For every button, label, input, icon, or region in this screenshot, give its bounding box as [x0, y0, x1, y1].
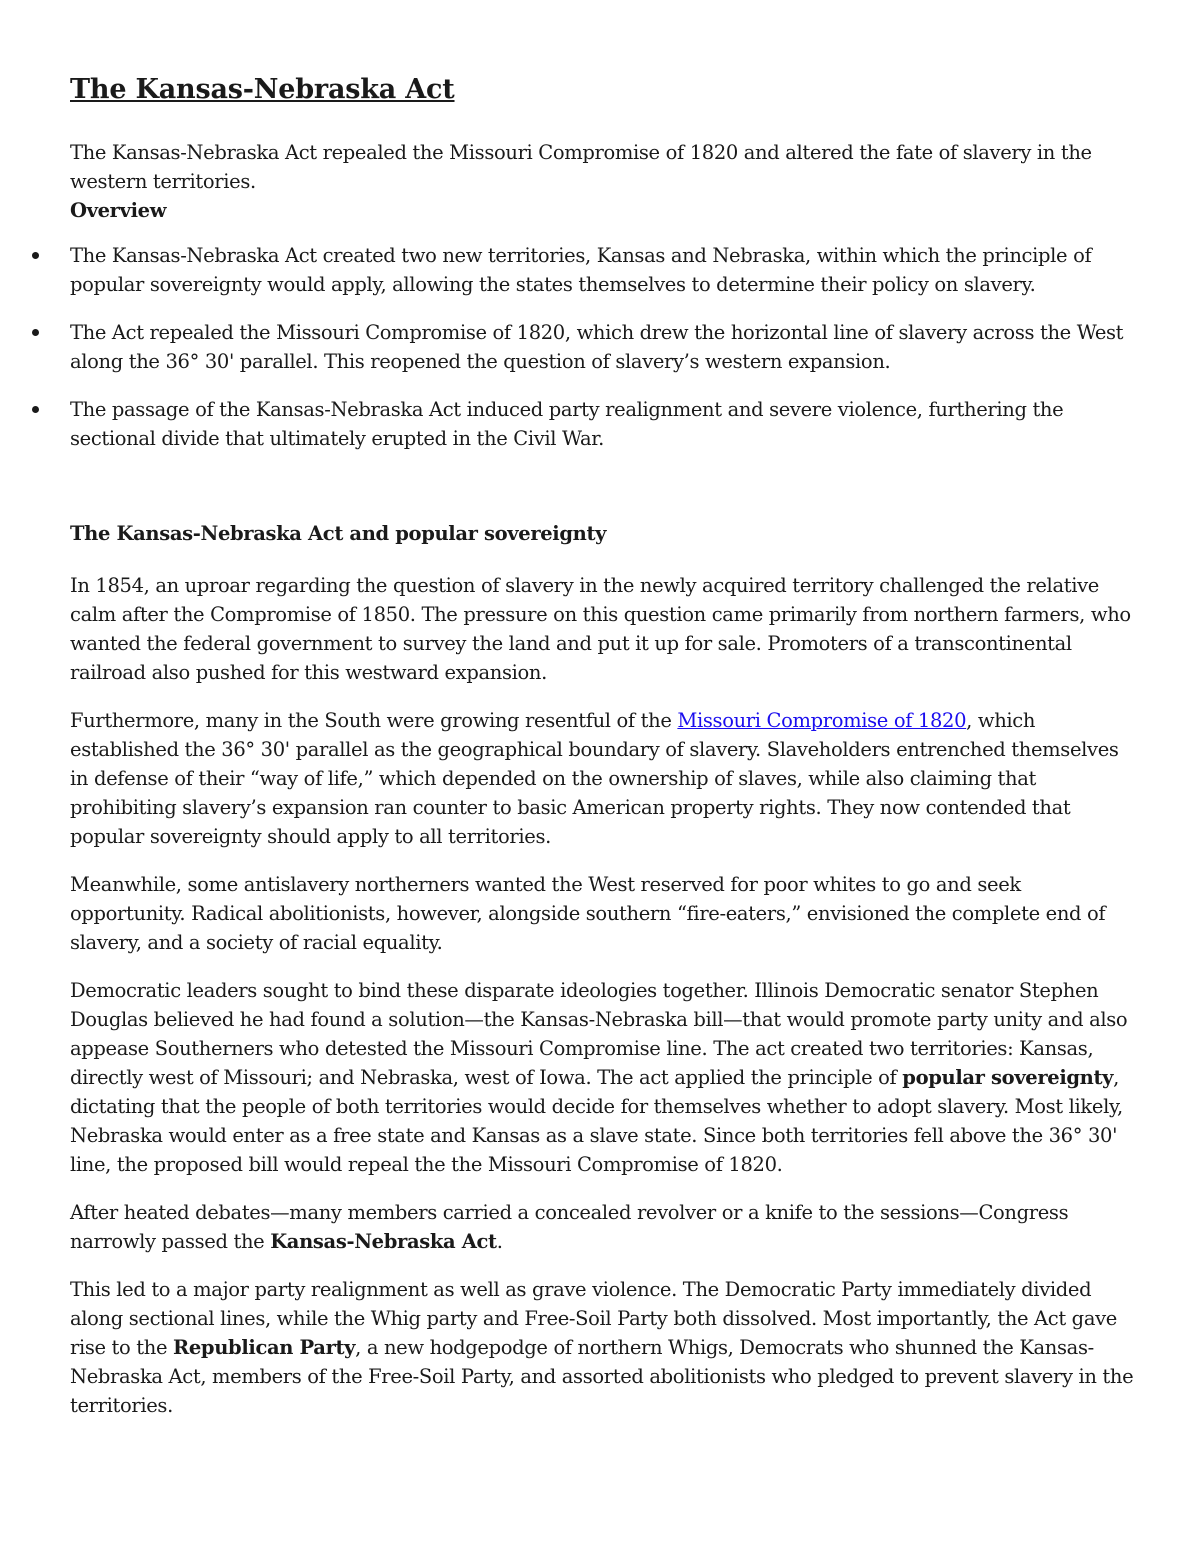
paragraph-2 [70, 706, 1140, 851]
list-item [70, 241, 1140, 299]
paragraph-6-text-before: This led to a major party realignment as well as grave violence. The Democratic Party immediately divided along sectional lines, while the Whig party and Free-Soil Party both dissolved. Most importantly, the Act gave rise to the [70, 1278, 1117, 1359]
paragraph-3: Meanwhile, some antislavery northerners wanted the West reserved for poor whites to go and seek opportunity. Radical abolitionists, however, alongside southern “fire-eaters,” envisioned the complete end of slavery, and a society of racial equality. [70, 873, 1106, 954]
list-item [70, 318, 1140, 376]
list-item-text: The Kansas-Nebraska Act created two new territories, Kansas and Nebraska, within which the principle of popular sovereignty would apply, allowing the states themselves to determine their policy on slavery. [70, 244, 1092, 296]
paragraph-4-text-before: Democratic leaders sought to bind these disparate ideologies together. Illinois Democratic senator Stephen Douglas believed he had found a solution—the Kansas-Nebraska bill—that would promote party unity and also appease Southerners who detested the Missouri Compromise line. The act created two territories: Kansas, directly west of Missouri; and Nebraska, west of Iowa. The act applied the principle of [70, 979, 1128, 1089]
overview-heading: Overview [70, 199, 167, 222]
list-item [70, 395, 1140, 453]
bullet-icon [32, 329, 39, 336]
paragraph-4-text-after: , dictating that the people of both territories would decide for themselves whether to adopt slavery. Most likely, Nebraska would enter as a free state and Kansas as a slave state. Since both territories fell above the 36° 30' line, the proposed bill would repeal the the Missouri Compromise of 1820. [70, 1066, 1123, 1176]
missouri-compromise-link[interactable]: Missouri Compromise of 1820 [677, 709, 967, 732]
paragraph-6-text-after: , a new hodgepodge of northern Whigs, Democrats who shunned the Kansas-Nebraska Act, members of the Free-Soil Party, and assorted abolitionists who pledged to prevent slavery in the territories. [70, 1336, 1134, 1417]
page-title: The Kansas-Nebraska Act [70, 74, 455, 105]
bullet-icon [32, 406, 39, 413]
paragraph-5-text-after: . [496, 1230, 503, 1253]
section-heading: The Kansas-Nebraska Act and popular sovereignty [70, 522, 607, 545]
document-body [70, 72, 1140, 1439]
paragraph-5 [70, 1198, 1140, 1256]
paragraph-5-text-before: After heated debates—many members carried a concealed revolver or a knife to the sessions—Congress narrowly passed the [70, 1201, 1069, 1253]
bullet-icon [32, 252, 39, 259]
paragraph-4 [70, 976, 1140, 1179]
list-item-text: The Act repealed the Missouri Compromise of 1820, which drew the horizontal line of slavery across the West along the 36° 30' parallel. This reopened the question of slavery’s western expansion. [70, 321, 1124, 373]
kansas-nebraska-act-term: Kansas-Nebraska Act [270, 1230, 497, 1253]
paragraph-1: In 1854, an uproar regarding the question of slavery in the newly acquired territory challenged the relative calm after the Compromise of 1850. The pressure on this question came primarily from northern farmers, who wanted the federal government to survey the land and put it up for sale. Promoters of a transcontinental railroad also pushed for this westward expansion. [70, 574, 1131, 684]
popular-sovereignty-term: popular sovereignty [902, 1066, 1114, 1089]
republican-party-term: Republican Party [173, 1336, 356, 1359]
paragraph-2-text-before: Furthermore, many in the South were growing resentful of the [70, 709, 678, 732]
list-item-text: The passage of the Kansas-Nebraska Act induced party realignment and severe violence, furthering the sectional divide that ultimately erupted in the Civil War. [70, 398, 1064, 450]
paragraph-6 [70, 1275, 1140, 1420]
overview-list [70, 241, 1140, 453]
intro-paragraph: The Kansas-Nebraska Act repealed the Missouri Compromise of 1820 and altered the fate of slavery in the western territories. [70, 141, 1092, 193]
paragraph-2-text-after: , which established the 36° 30' parallel as the geographical boundary of slavery. Slaveholders entrenched themselves in defense of their “way of life,” which depended on the ownership of slaves, while also claiming that prohibiting slavery’s expansion ran counter to basic American property rights. They now contended that popular sovereignty should apply to all territories. [70, 709, 1119, 848]
